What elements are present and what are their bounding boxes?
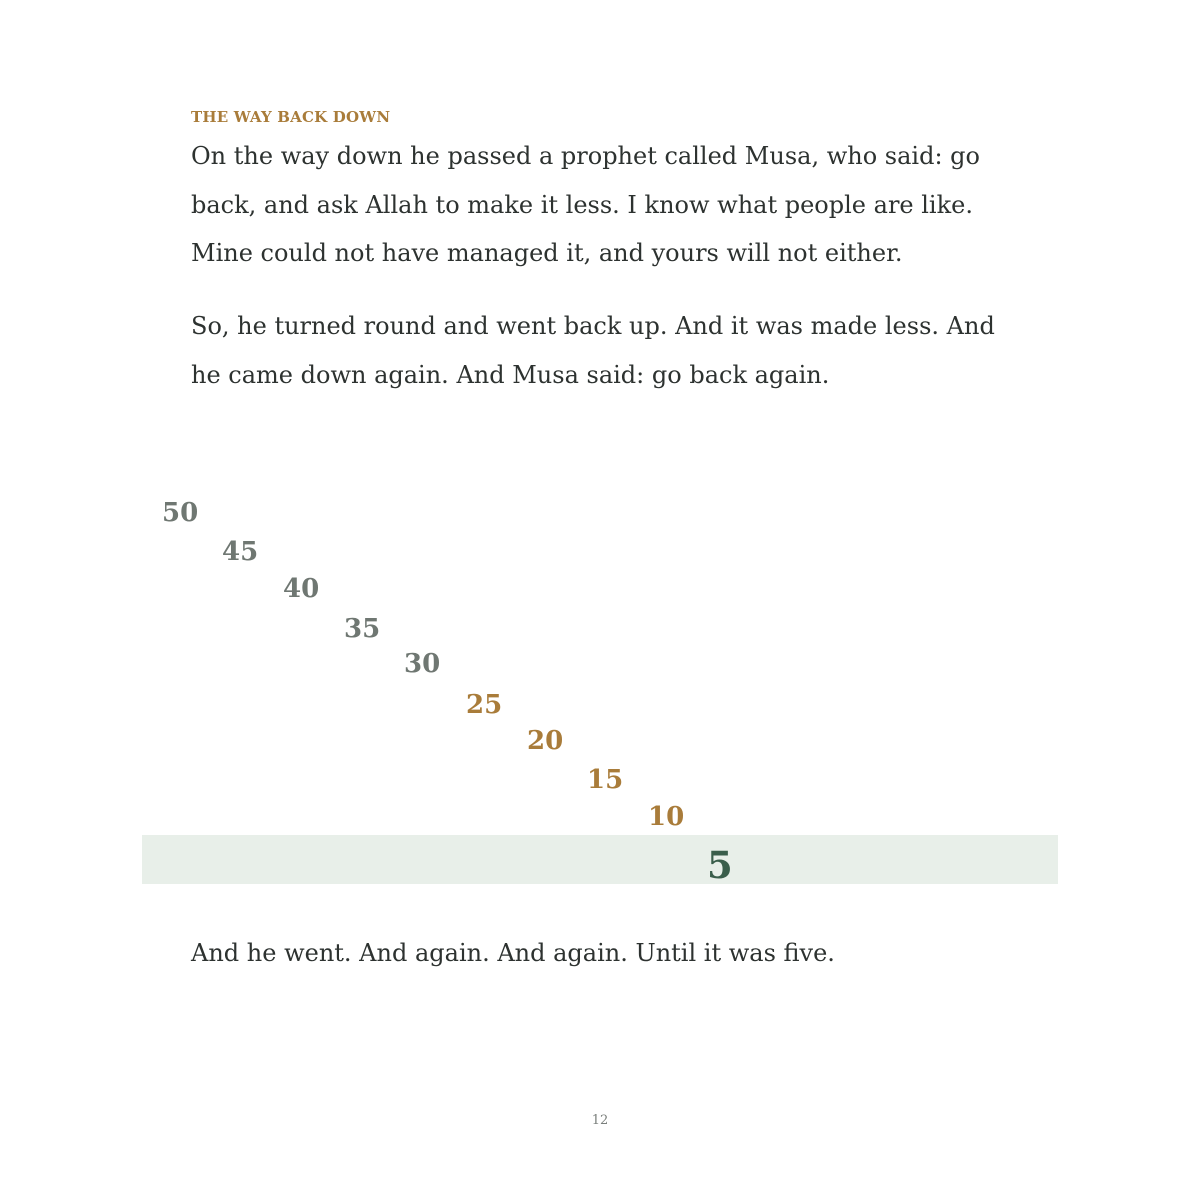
countdown-step-35: 35 [344, 614, 381, 644]
countdown-step-20: 20 [527, 726, 564, 756]
countdown-step-25: 25 [466, 690, 503, 720]
countdown-step-15: 15 [587, 765, 624, 795]
countdown-final-5: 5 [707, 843, 733, 887]
countdown-step-30: 30 [404, 649, 441, 679]
section-kicker: THE WAY BACK DOWN [191, 108, 391, 126]
page-number: 12 [591, 1113, 609, 1128]
final-highlight-band [142, 835, 1058, 887]
countdown-step-10: 10 [648, 802, 685, 832]
paragraph-musa-advice: On the way down he passed a prophet called Musa, who said: go back, and ask Allah to make it less. I know what people are like. Mine could not have managed it, and yours will not either. [191, 142, 980, 267]
countdown-step-45: 45 [222, 537, 259, 567]
paragraph-went-back-up: So, he turned round and went back up. And it was made less. And he came down again. And Musa said: go back again. [191, 312, 995, 389]
countdown-step-40: 40 [283, 574, 320, 604]
paragraph-until-five: And he went. And again. And again. Until it was five. [191, 939, 835, 967]
countdown-step-50: 50 [162, 498, 199, 528]
